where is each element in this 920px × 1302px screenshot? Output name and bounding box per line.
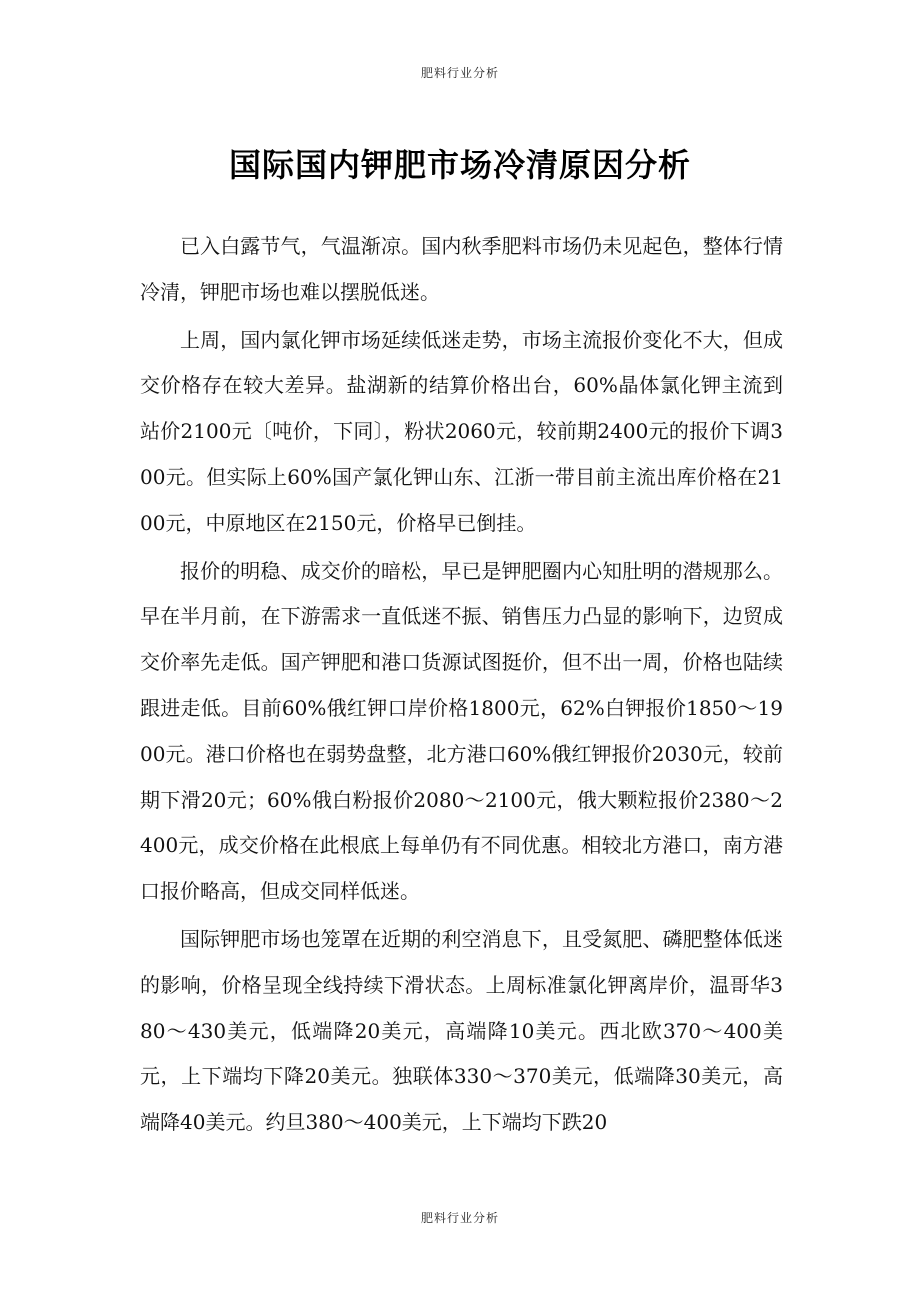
paragraph-domestic-market: 上周，国内氯化钾市场延续低迷走势，市场主流报价变化不大，但成交价格存在较大差异。盐湖新的结算价格出台，60%晶体氯化钾主流到站价2100元〔吨价，下同〕，粉状2060元，较前期2400元的报价下调300元。但实际上60%国产氯化钾山东、江浙一带目前主流出库价格在2100元，中原地区在2150元，价格早已倒挂。: [140, 327, 783, 535]
paragraph-international-market: 国际钾肥市场也笼罩在近期的利空消息下，且受氮肥、磷肥整体低迷的影响，价格呈现全线持续下滑状态。上周标准氯化钾离岸价，温哥华380～430美元，低端降20美元，高端降10美元。西北欧370～400美元，上下端均下降20美元。独联体330～370美元，低端降30美元，高端降40美元。约旦380～400美元，上下端均下跌20: [140, 926, 783, 1135]
paragraph-price-details: 报价的明稳、成交价的暗松，早已是钾肥圈内心知肚明的潜规那么。早在半月前，在下游需求一直低迷不振、销售压力凸显的影响下，边贸成交价率先走低。国产钾肥和港口货源试图挺价，但不出一周，价格也陆续跟进走低。目前60%俄红钾口岸价格1800元，62%白钾报价1850～1900元。港口价格也在弱势盘整，北方港口60%俄红钾报价2030元，较前期下滑20元；60%俄白粉报价2080～2100元，俄大颗粒报价2380～2400元，成交价格在此根底上每单仍有不同优惠。相较北方港口，南方港口报价略高，但成交同样低迷。: [140, 558, 783, 904]
page-footer: 肥料行业分析: [420, 1211, 499, 1225]
page-header: 肥料行业分析: [420, 66, 499, 80]
document-title: 国际国内钾肥市场冷清原因分析: [228, 146, 691, 184]
paragraph-intro: 已入白露节气，气温渐凉。国内秋季肥料市场仍未见起色，整体行情冷清，钾肥市场也难以摆脱低迷。: [140, 234, 783, 304]
document-body: [140, 224, 783, 1146]
